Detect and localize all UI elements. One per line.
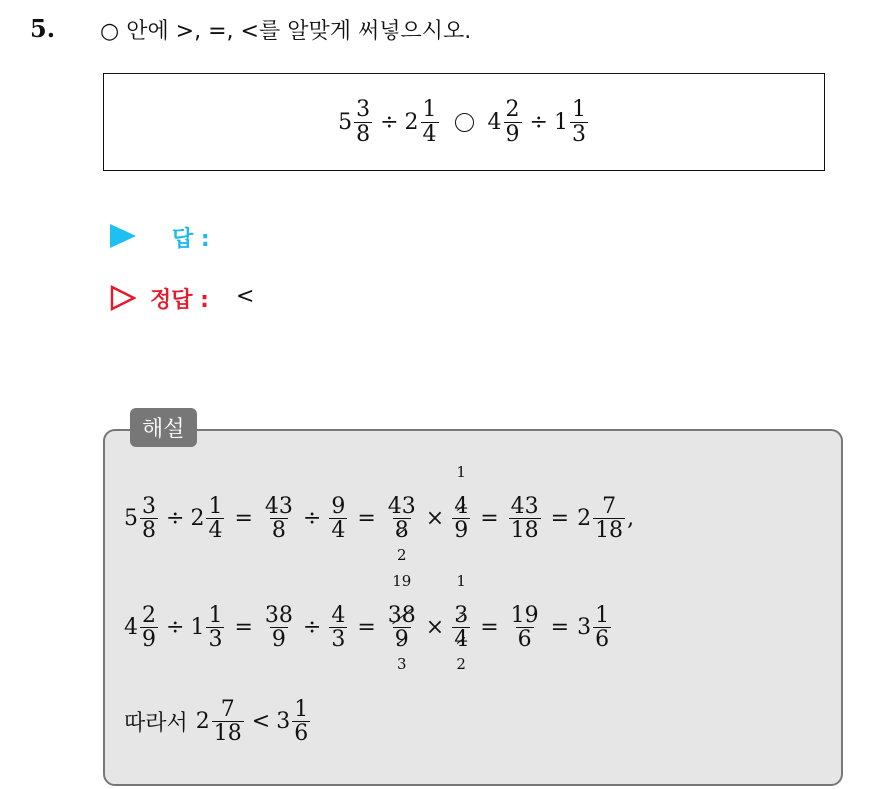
denominator: 18 [213, 721, 242, 747]
equals-sign: = [234, 615, 253, 641]
fraction [509, 495, 541, 542]
numerator: 7 [220, 697, 235, 722]
numerator: 19 [510, 603, 539, 628]
divide-sign: ÷ [166, 615, 185, 641]
question-expression-box [103, 73, 825, 171]
numerator: 43 [510, 494, 539, 519]
denominator: 8 [356, 121, 371, 147]
reduced-value: 3 [396, 655, 407, 674]
fraction [421, 98, 439, 145]
solution-line-2 [124, 572, 613, 674]
less-than-sign: < [251, 709, 271, 735]
cancelled-digit: 38 [387, 603, 416, 628]
cancelled-digit: 9 [394, 627, 409, 653]
numerator: 4 [331, 603, 346, 628]
numerator: 1 [208, 603, 223, 628]
divide-sign: ÷ [529, 109, 548, 135]
whole: 3 [276, 709, 291, 735]
correct-answer-label: 정답 : [150, 288, 209, 313]
times-sign: × [425, 615, 445, 641]
numerator: 9 [331, 494, 346, 519]
equals-sign: = [550, 615, 570, 641]
solution-tag: 해설 [130, 408, 197, 447]
whole: 2 [195, 709, 210, 735]
whole: 1 [553, 109, 568, 135]
denominator: 6 [517, 627, 532, 653]
denominator-cancelled [393, 518, 411, 565]
correct-answer-triangle-icon [110, 285, 136, 311]
whole: 2 [404, 109, 419, 135]
question-instruction: ○ 안에 >, =, <를 알맞게 써넣으시오. [100, 19, 472, 44]
fraction [386, 494, 418, 565]
fraction [386, 572, 418, 674]
numerator: 7 [602, 494, 617, 519]
divide-sign: ÷ [166, 506, 185, 532]
numerator: 43 [387, 494, 416, 519]
numerator: 1 [208, 494, 223, 519]
denominator: 3 [571, 121, 586, 147]
times-sign: × [425, 506, 445, 532]
comparison-circle-icon [455, 113, 474, 132]
fraction [570, 98, 588, 145]
numerator: 1 [571, 97, 586, 123]
denominator: 4 [331, 518, 346, 544]
answer-label: 답 : [172, 227, 210, 252]
cancelled-digit: 4 [454, 627, 469, 653]
comma: , [627, 506, 635, 532]
numerator: 3 [142, 494, 156, 519]
numerator: 38 [264, 603, 293, 628]
fraction [509, 604, 541, 651]
denominator: 9 [454, 518, 469, 544]
fraction [452, 463, 470, 544]
fraction [593, 495, 625, 542]
denominator: 18 [595, 518, 624, 544]
equals-sign: = [357, 615, 376, 641]
denominator: 3 [208, 627, 223, 653]
equals-sign: = [480, 506, 499, 532]
question-expression [338, 98, 590, 145]
fraction [329, 604, 347, 651]
denominator: 18 [510, 518, 539, 544]
fraction [140, 604, 158, 651]
fraction [452, 572, 470, 674]
denominator: 6 [595, 627, 610, 653]
whole: 5 [124, 506, 138, 532]
numerator-cancelled [452, 463, 470, 519]
denominator: 4 [422, 121, 437, 147]
equals-sign: = [357, 506, 376, 532]
whole: 4 [124, 615, 138, 641]
denominator-cancelled [393, 627, 411, 674]
divide-sign: ÷ [302, 615, 322, 641]
denominator: 6 [294, 721, 309, 747]
numerator: 1 [294, 697, 309, 722]
whole: 5 [338, 109, 353, 135]
denominator: 9 [142, 627, 156, 653]
fraction [292, 698, 310, 745]
fraction [263, 604, 295, 651]
reduced-value: 19 [392, 572, 412, 590]
cancelled-digit: 3 [454, 603, 469, 628]
numerator-cancelled [452, 572, 470, 628]
fraction [263, 495, 295, 542]
answer-play-icon [110, 224, 136, 248]
numerator: 1 [595, 603, 610, 628]
whole: 2 [577, 506, 592, 532]
numerator-cancelled [386, 572, 418, 628]
numerator: 43 [264, 494, 293, 519]
equals-sign: = [234, 506, 253, 532]
equals-sign: = [480, 615, 499, 641]
fraction [140, 495, 158, 542]
conclusion-prefix: 따라서 [124, 711, 188, 737]
question-number: 5. [30, 14, 56, 43]
divide-sign: ÷ [302, 506, 322, 532]
reduced-value: 2 [396, 546, 407, 565]
solution-line-1 [124, 463, 635, 565]
numerator: 2 [142, 603, 156, 628]
numerator: 1 [422, 97, 437, 123]
divide-sign: ÷ [380, 109, 399, 135]
numerator: 2 [505, 97, 520, 123]
cancelled-digit: 4 [454, 494, 469, 519]
whole: 4 [487, 109, 502, 135]
denominator: 9 [271, 627, 286, 653]
denominator: 4 [208, 518, 223, 544]
reduced-value: 1 [456, 463, 466, 481]
correct-answer-value: < [236, 284, 255, 309]
answer-value[interactable] [232, 222, 532, 250]
cancelled-digit: 8 [394, 518, 409, 544]
denominator: 9 [505, 121, 520, 147]
denominator: 3 [331, 627, 346, 653]
fraction [504, 98, 522, 145]
whole: 1 [190, 615, 205, 641]
fraction [206, 604, 224, 651]
equals-sign: = [550, 506, 570, 532]
fraction [329, 495, 347, 542]
denominator: 8 [142, 518, 156, 544]
fraction [206, 495, 224, 542]
reduced-value: 2 [456, 655, 466, 674]
denominator: 8 [271, 518, 286, 544]
fraction [354, 98, 372, 145]
reduced-value: 1 [456, 572, 466, 590]
denominator-cancelled [452, 627, 470, 674]
whole: 3 [577, 615, 592, 641]
solution-conclusion [124, 698, 312, 745]
fraction [593, 604, 611, 651]
numerator: 3 [356, 97, 371, 123]
fraction [212, 698, 244, 745]
whole: 2 [190, 506, 205, 532]
